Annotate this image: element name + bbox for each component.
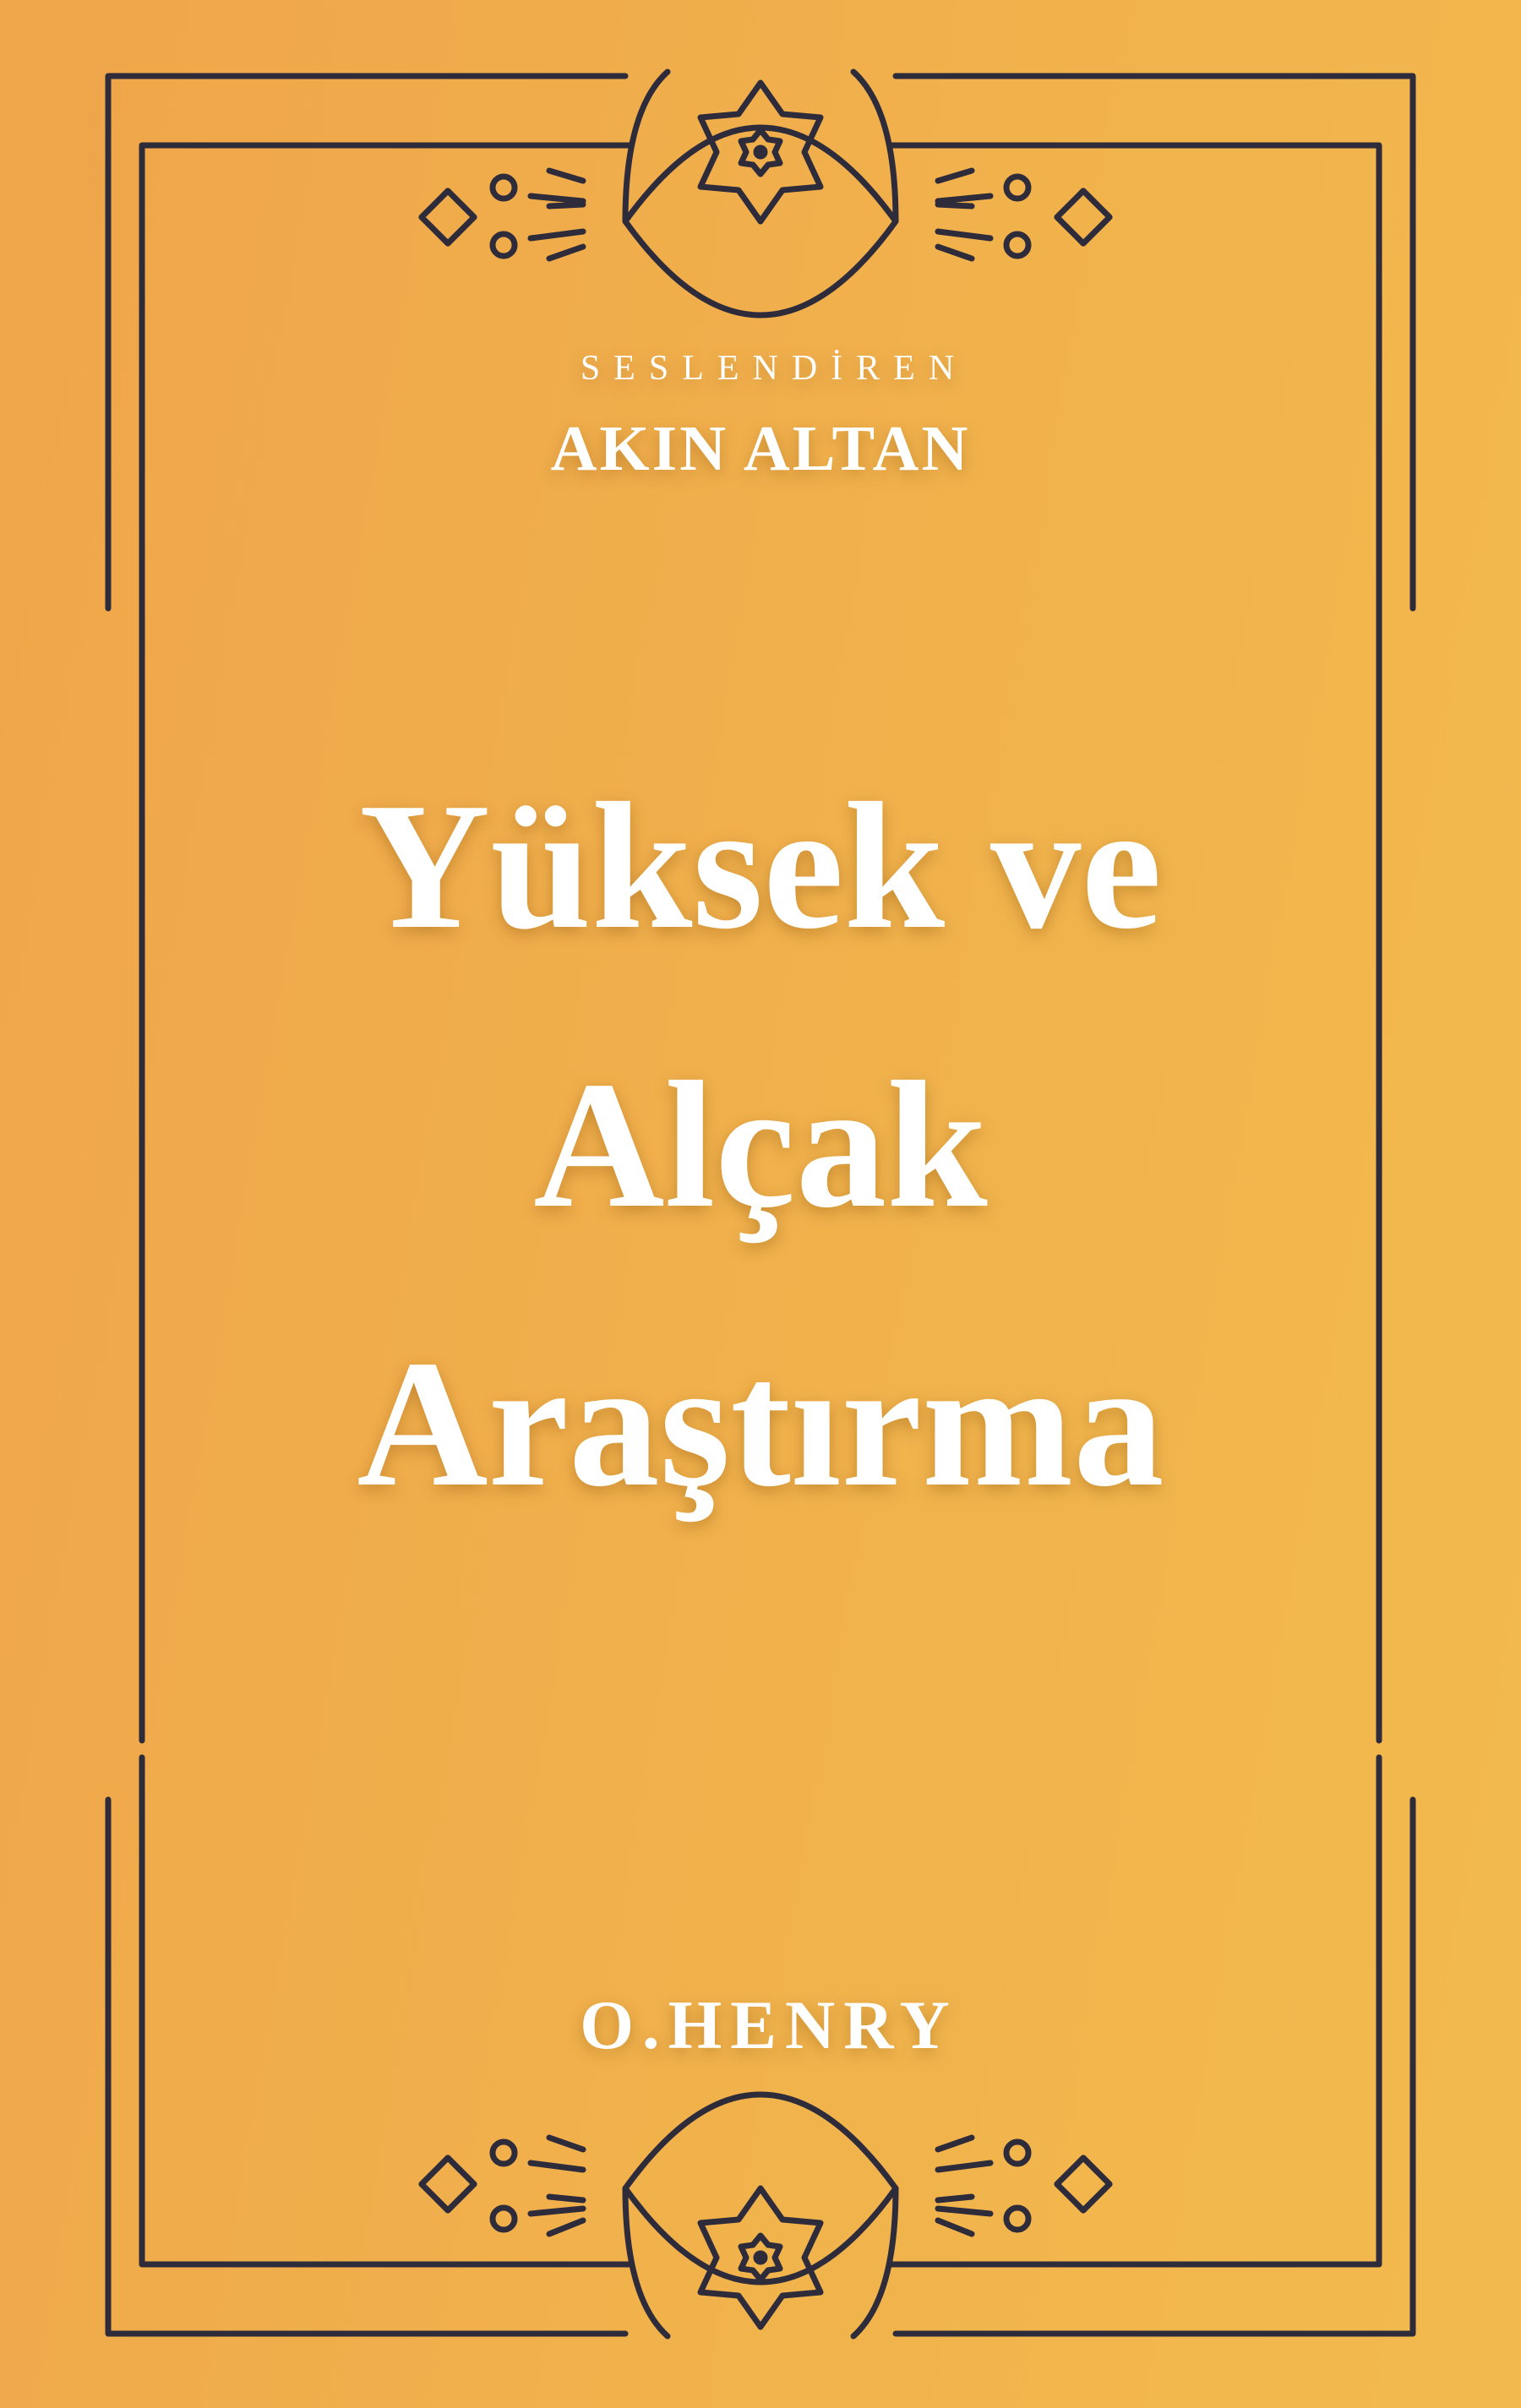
dot-icon	[1006, 177, 1028, 199]
rays-icon	[938, 171, 990, 259]
diamond-icon	[1057, 191, 1109, 243]
outer-frame-bottom-right	[896, 1800, 1413, 2334]
top-emblem-arc-right	[853, 72, 896, 221]
dot-icon	[1006, 234, 1028, 256]
dot-icon	[493, 2208, 515, 2230]
diamond-icon	[1057, 2158, 1109, 2210]
outer-frame-top-right	[896, 76, 1413, 608]
star-emblem-icon	[701, 2188, 820, 2327]
dot-icon	[493, 234, 515, 256]
narrator-label: SESLENDİREN	[580, 349, 968, 388]
outer-frame-bottom-left	[108, 1800, 625, 2334]
title-line-1: Yüksek ve	[359, 765, 1162, 967]
narrator-name: AKIN ALTAN	[550, 413, 971, 484]
diamond-icon	[422, 191, 474, 243]
rays-icon	[531, 2138, 583, 2234]
star-emblem-icon	[701, 83, 820, 221]
rays-icon	[531, 171, 583, 259]
diamond-icon	[422, 2158, 474, 2210]
title-line-3: Araştırma	[357, 1322, 1164, 1524]
top-emblem-arc-left	[625, 72, 668, 221]
title-line-2: Alçak	[533, 1043, 988, 1245]
author-name: O.HENRY	[580, 1986, 958, 2063]
dot-icon	[493, 177, 515, 199]
dot-icon	[493, 2142, 515, 2164]
dot-icon	[1006, 2142, 1028, 2164]
bottom-emblem-arc-left	[625, 2188, 668, 2336]
rays-icon	[938, 2138, 990, 2234]
outer-frame-top-left	[108, 76, 625, 608]
dot-icon	[1006, 2208, 1028, 2230]
bottom-emblem-arc-right	[853, 2188, 896, 2336]
book-title	[0, 727, 1521, 1563]
